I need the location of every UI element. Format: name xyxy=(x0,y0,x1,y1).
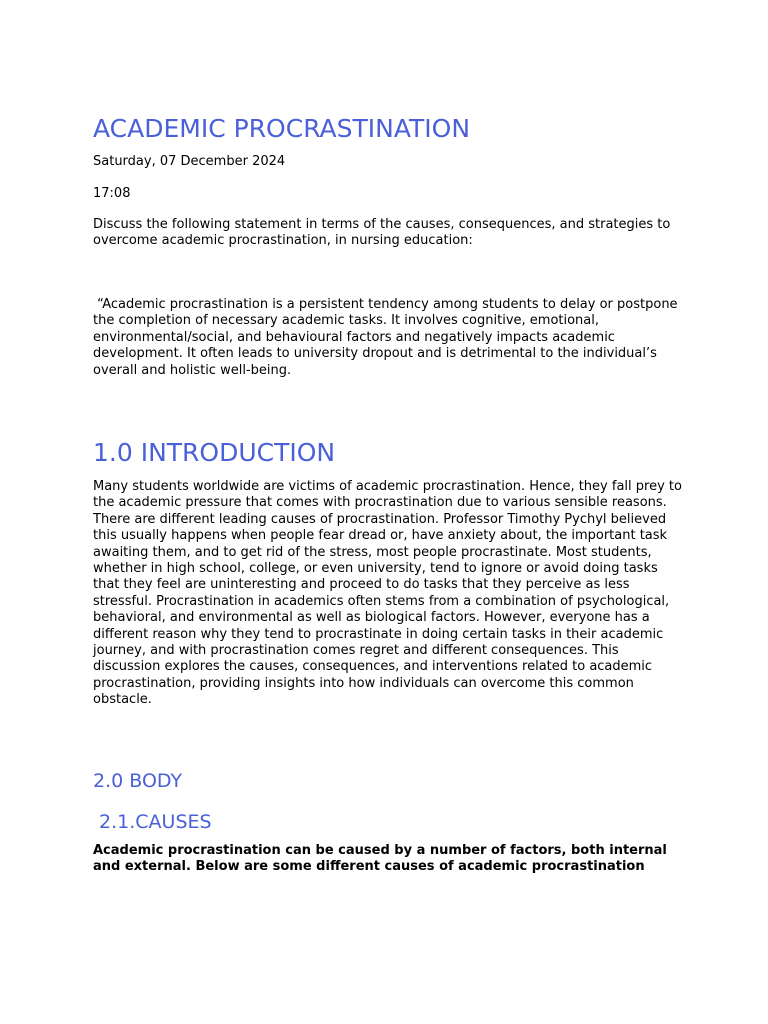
document-time: 17:08 xyxy=(93,186,131,201)
introduction-paragraph: Many students worldwide are victims of academic procrastination. Hence, they fall prey to the academic pressure that comes with procrastination due to various sensible reasons. There are different leading causes of procrastination. Professor Timothy Pychyl believed this usually happens when people fear dread or, have anxiety about, the important task awaiting them, and to get rid of the stress, most people procrastinate. Most students, whether in high school, college, or even university, tend to ignore or avoid doing tasks that they feel are uninteresting and proceed to do tasks that they perceive as less stressful. Procrastination in academics often stems from a combination of psychological, behavioral, and environmental as well as biological factors. However, everyone has a different reason why they tend to procrastinate in doing certain tasks in their academic journey, and with procrastination comes regret and different consequences. This discussion explores the causes, consequences, and interventions related to academic procrastination, providing insights into how individuals can overcome this common obstacle. xyxy=(93,479,682,708)
introduction-heading: 1.0 INTRODUCTION xyxy=(93,438,336,467)
causes-paragraph: Academic procrastination can be caused by a number of factors, both internal and external. Below are some different causes of academic procrastination xyxy=(93,843,667,875)
causes-heading: 2.1.CAUSES xyxy=(93,811,212,833)
body-heading: 2.0 BODY xyxy=(93,770,183,792)
document-title: ACADEMIC PROCRASTINATION xyxy=(93,114,471,143)
assignment-quote: “Academic procrastination is a persistent tendency among students to delay or postpone the completion of necessary academic tasks. It involves cognitive, emotional, environmental/social, and behavioural factors and negatively impacts academic development. It often leads to university dropout and is detrimental to the individual’s overall and holistic well-being. xyxy=(93,297,682,378)
assignment-prompt: Discuss the following statement in terms of the causes, consequences, and strategies to overcome academic procrastination, in nursing education: xyxy=(93,217,671,249)
document-date: Saturday, 07 December 2024 xyxy=(93,154,286,169)
